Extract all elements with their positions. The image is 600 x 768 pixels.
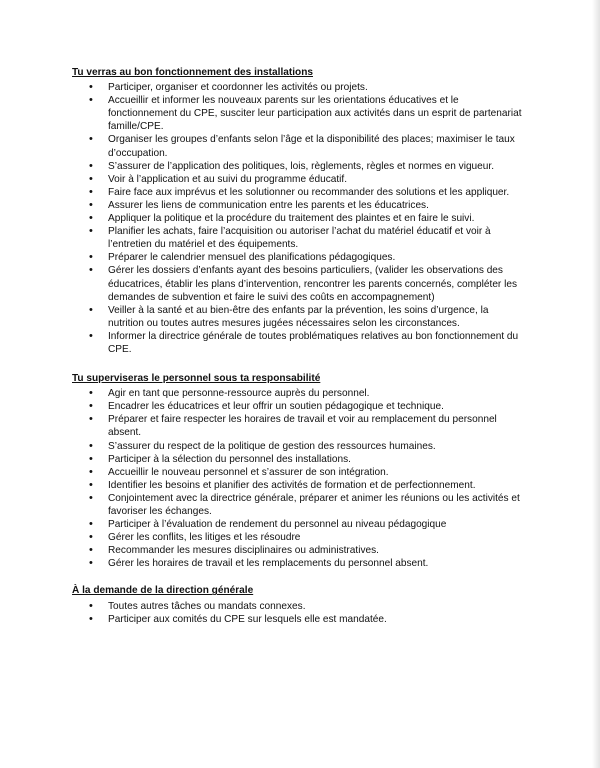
list-item: • Faire face aux imprévus et les solutionner ou recommander des solutions et les appliquer.: [72, 186, 522, 199]
list-item: • Assurer les liens de communication entre les parents et les éducatrices.: [72, 199, 522, 212]
list-item: • Planifier les achats, faire l’acquisition ou autoriser l’achat du matériel éducatif et voir à l’entretien du matériel et des équipements.: [72, 225, 522, 251]
list-item: • Veiller à la santé et au bien-être des enfants par la prévention, les soins d’urgence, la nutrition ou toutes autres mesures jugées nécessaires selon les circonstances.: [72, 304, 522, 330]
section-heading: À la demande de la direction générale: [72, 585, 254, 597]
list-item: • Voir à l’application et au suivi du programme éducatif.: [72, 173, 522, 186]
list-item: • Conjointement avec la directrice générale, préparer et animer les réunions ou les activités et favoriser les échanges.: [72, 492, 522, 518]
list-item: • Préparer le calendrier mensuel des planifications pédagogiques.: [72, 251, 522, 264]
list-item: • Organiser les groupes d’enfants selon l’âge et la disponibilité des places; maximiser le taux d’occupation.: [72, 133, 522, 159]
section-personnel: [72, 372, 522, 570]
list-item: • S’assurer du respect de la politique de gestion des ressources humaines.: [72, 440, 522, 453]
bullet-list: [72, 81, 522, 356]
document-content: [72, 66, 522, 636]
section-installations: [72, 66, 522, 356]
list-item: • Gérer les dossiers d’enfants ayant des besoins particuliers, (valider les observations des éducatrices, établir les plans d’intervention, rencontrer les parents concernés, compléter les demandes de subvention et faire le suivi des coûts en accompagnement): [72, 264, 522, 303]
list-item: • Accueillir et informer les nouveaux parents sur les orientations éducatives et le fonctionnement du CPE, susciter leur participation aux activités dans un esprit de partenariat famille/CPE.: [72, 94, 522, 133]
list-item: • Participer aux comités du CPE sur lesquels elle est mandatée.: [72, 613, 522, 626]
list-item: • Participer à l’évaluation de rendement du personnel au niveau pédagogique: [72, 518, 522, 531]
list-item: • Participer, organiser et coordonner les activités ou projets.: [72, 81, 522, 94]
section-heading: Tu superviseras le personnel sous ta responsabilité: [72, 373, 321, 385]
list-item: • Agir en tant que personne-ressource auprès du personnel.: [72, 387, 522, 400]
list-item: • Recommander les mesures disciplinaires ou administratives.: [72, 544, 522, 557]
list-item: • Participer à la sélection du personnel des installations.: [72, 453, 522, 466]
bullet-list: [72, 600, 522, 626]
page-edge-shadow: [592, 0, 600, 768]
list-item: • Accueillir le nouveau personnel et s’assurer de son intégration.: [72, 466, 522, 479]
list-item: • Informer la directrice générale de toutes problématiques relatives au bon fonctionnement du CPE.: [72, 330, 522, 356]
section-heading: Tu verras au bon fonctionnement des installations: [72, 67, 313, 78]
list-item: • S’assurer de l’application des politiques, lois, règlements, règles et normes en vigueur.: [72, 160, 522, 173]
section-direction-generale: [72, 584, 522, 625]
list-item: • Toutes autres tâches ou mandats connexes.: [72, 600, 522, 613]
list-item: • Gérer les conflits, les litiges et les résoudre: [72, 531, 522, 544]
list-item: • Préparer et faire respecter les horaires de travail et voir au remplacement du personnel absent.: [72, 413, 522, 439]
bullet-list: [72, 387, 522, 570]
list-item: • Appliquer la politique et la procédure du traitement des plaintes et en faire le suivi.: [72, 212, 522, 225]
list-item: • Gérer les horaires de travail et les remplacements du personnel absent.: [72, 557, 522, 570]
list-item: • Identifier les besoins et planifier des activités de formation et de perfectionnement.: [72, 479, 522, 492]
list-item: • Encadrer les éducatrices et leur offrir un soutien pédagogique et technique.: [72, 400, 522, 413]
